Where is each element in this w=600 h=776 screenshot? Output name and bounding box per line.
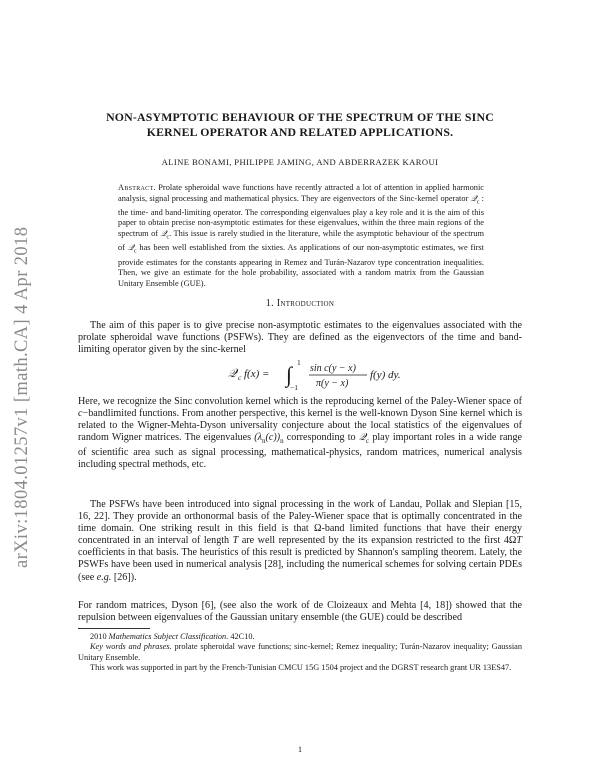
fn1-text: 42C10. (230, 632, 255, 641)
arxiv-stamp-svg (3, 190, 37, 570)
math-T-2: T (516, 535, 522, 547)
math-c: c (78, 408, 83, 420)
page-number: 1 (297, 744, 303, 754)
fn1-label: 2010 (90, 632, 107, 641)
math-T: T (232, 535, 239, 547)
fn1-italic: Mathematics Subject Classification. (108, 632, 229, 641)
section-number: 1. (265, 298, 274, 309)
footnote-msc (78, 632, 522, 642)
authors: ALINE BONAMI, PHILIPPE JAMING, AND ABDERRAZEK KAROUI (161, 157, 439, 167)
math-qc-sub: c (476, 199, 480, 206)
math-lambda-sub: n (262, 437, 266, 446)
math-qc-2: 𝒬 (160, 229, 167, 239)
section-heading (78, 298, 522, 309)
arxiv-stamp (3, 190, 37, 570)
math-qc: 𝒬 (470, 193, 477, 203)
fn2-italic: Key words and phrases. (90, 642, 172, 652)
eq-lhs-sub: c (238, 373, 242, 382)
sinc-kernel-equation (78, 352, 522, 396)
abstract-text-4: has been well established from the sixties. As applications of our non-asymptotic estimates, we first provide estimates for the constants appearing in Remez and Turán-Nazarov type concentration inequalities. Then, we give an estimate for the hole probability, associated with a random matrix from the Gaussian Unitary Ensemble (GUE). (118, 243, 485, 288)
abstract-text-1: Prolate spheroidal wave functions have recently attracted a lot of attention in applied harmonic analysis, signal processing and mathematical physics. They are eigenvectors of the Sinc-kernel operator (118, 183, 485, 203)
paragraph-1: The aim of this paper is to give precise non-asymptotic estimates to the eigenvalues associated with the prolate spheroidal wave functions (PSFWs). They are defined as the eigenvectors of the time and band-limiting operator given by the sinc-kernel (78, 320, 522, 356)
integral-sign: ∫ (286, 362, 293, 387)
eq-denominator: π(y − x) (316, 378, 349, 389)
abstract-label: Abstract (118, 183, 154, 192)
footnote-rule (78, 628, 150, 629)
title-line-1: NON-ASYMPTOTIC BEHAVIOUR OF THE SPECTRUM OF THE SINC (106, 110, 494, 124)
math-qc-body-sub: c (366, 437, 370, 446)
footnotes (78, 632, 522, 674)
math-qc-sub-2: c (166, 234, 170, 241)
math-dash: − (82, 408, 89, 420)
eq-tail: f(y) dy. (370, 369, 401, 381)
abstract-text-3: . This issue is rarely studied in the literature, while the asymptotic behaviour of the spectrum of (118, 229, 485, 253)
p2-d: play important roles in a wide range of scientific area such as signal processing, mathematical-physics, random matrices, numerical analysis including spectral methods, etc. (78, 432, 522, 471)
p3-b: are well represented by the its expansion restricted to the first 4Ω (241, 535, 517, 547)
paragraph-2 (78, 396, 522, 472)
p3-d: [26]). (113, 571, 137, 583)
math-qc-body: 𝒬 (358, 432, 367, 444)
footnote-funding: This work was supported in part by the French-Tunisian CMCU 15G 1504 project and the DGRST research grant UR 13ES47. (90, 663, 512, 673)
title-line-2: KERNEL OPERATOR AND RELATED APPLICATIONS. (146, 125, 454, 139)
paragraph-4: For random matrices, Dyson [6], (see also the work of de Cloizeaux and Mehta [4, 18]) showed that the repulsion between eigenvalues of the Gaussian unitary ensemble (the GUE) could be described (78, 600, 522, 624)
abstract: Abstract. Prolate spheroidal wave functions have recently attracted a lot of attention in applied harmonic analysis, signal processing and mathematical physics. They are eigenvectors of the Sinc-kernel operator 𝒬$_c$ : the time- and band-limiting operator. The corresponding eigenvalues play a key role and it is the aim of this paper to obtain precise non-asymptotic estimates for these eigenvalues, within the three main regions of the spectrum of 𝒬$_c$. This issue is rarely studied in the literature, while the asymptotic behaviour of the spectrum of 𝒬$_c$ has been well established from the sixties. As applications of our non-asymptotic estimates, we first provide estimates for the constants appearing in Remez and Turán-Nazarov type concentration inequalities. Then, we give an estimate for the hole probability, associated with a random matrix from the Gaussian Unitary Ensemble (GUE). (118, 183, 485, 288)
p3-a: The PSFWs have been introduced into signal processing in the work of Landau, Pollak and Slepian [15, 16, 22]. They provide an orthonormal basis of the Paley-Wiener space that is optimally concentrated in the time domain. One striking result in this field is that Ω-band limited functions that have their energy concentrated in an interval of length (78, 499, 522, 547)
math-qc-3: 𝒬 (127, 243, 134, 253)
math-lambda: (λ (254, 432, 263, 444)
eq-lower-limit: −1 (290, 383, 298, 392)
math-lambda-n: n (280, 437, 284, 446)
section-title: Introduction (276, 298, 335, 309)
eq-lhs: 𝒬 (228, 366, 237, 380)
math-qc-sub-3: c (133, 248, 137, 255)
p2-c: corresponding to (286, 432, 356, 444)
math-lambda-arg: (c)) (265, 432, 281, 444)
p3-eg: e.g. (96, 571, 112, 583)
p3-c: coefficients in that basis. The heuristics of this result is predicted by Shannon's sampling theorem. Lately, the PSWFs have been used in numerical analysis [28], including the numerical schemes for solving certain PDEs (see (78, 547, 522, 583)
abstract-text-2: : the time- and band-limiting operator. The corresponding eigenvalues play a key role and it is the aim of this paper to obtain precise non-asymptotic estimates for these eigenvalues, within the three main regions of the spectrum of (118, 193, 484, 239)
eq-lhs-rest: f(x) = (244, 368, 270, 380)
fn2-text: prolate spheroidal wave functions; sinc-kernel; Remez inequality; Turán-Nazarov inequality; Gaussian Unitary Ensemble. (78, 642, 523, 662)
arxiv-id: arXiv:1804.01257v1 [math.CA] 4 Apr 2018 (12, 226, 32, 568)
p2-a: Here, we recognize the Sinc convolution kernel which is the reproducing kernel of the Paley-Wiener space of (78, 396, 522, 407)
eq-numerator: sin c(y − x) (310, 363, 356, 374)
paragraph-3 (78, 499, 522, 584)
p2-b: bandlimited functions. From another perspective, this kernel is the well-known Dyson Sine kernel which is related to the Wigner-Mehta-Dyson universality conjecture about the local statistics of the eigenvalues of random Wigner matrices. The eigenvalues (78, 408, 522, 444)
paper-title (78, 110, 522, 140)
footnote-keywords (78, 642, 522, 663)
eq-upper-limit: 1 (297, 358, 301, 367)
